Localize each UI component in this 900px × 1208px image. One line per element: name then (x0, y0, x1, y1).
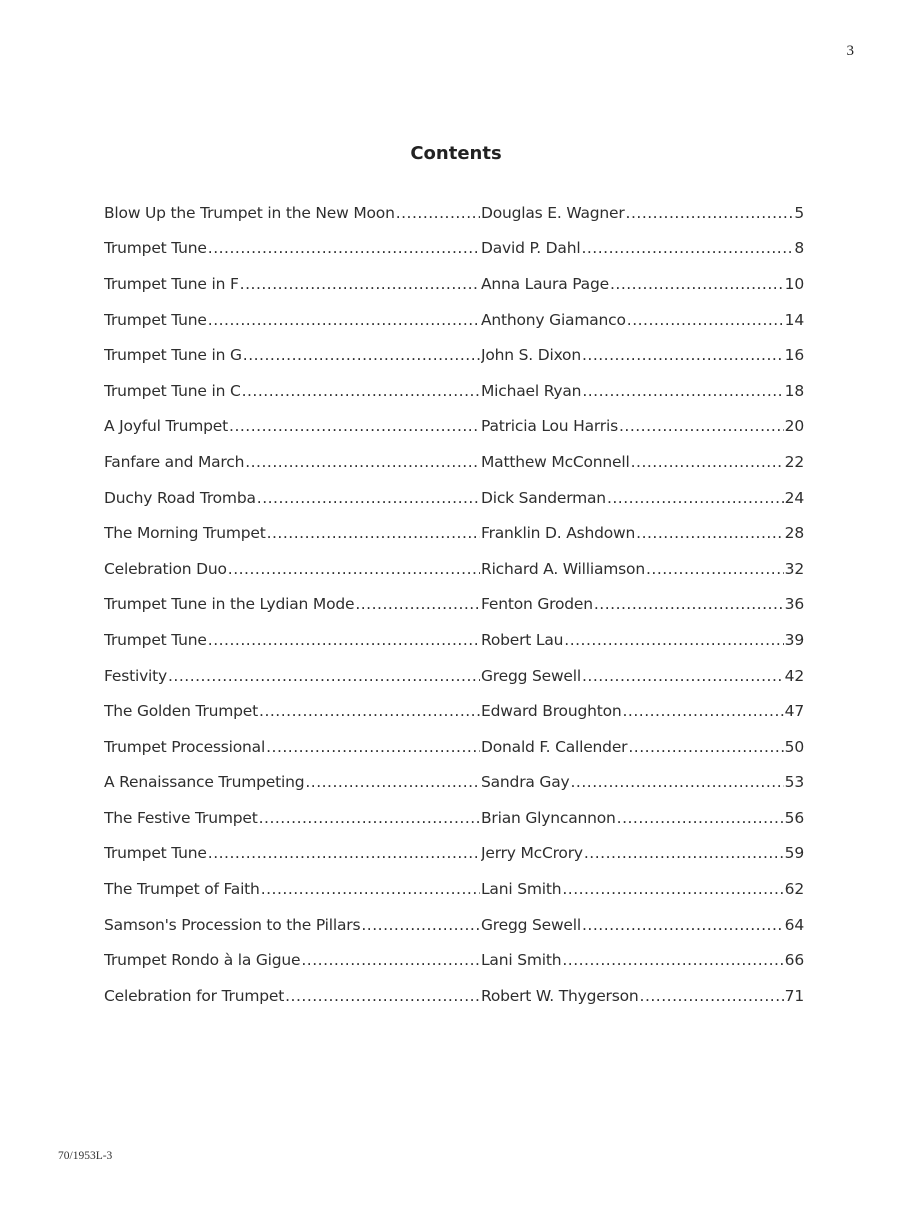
piece-title: The Festive Trumpet (104, 808, 258, 827)
dot-leader (168, 667, 480, 685)
piece-title: Duchy Road Tromba (104, 488, 256, 507)
piece-title: Blow Up the Trumpet in the New Moon (104, 203, 395, 222)
page-ref: 28 (784, 524, 804, 543)
toc-entry (104, 907, 804, 943)
piece-title: Trumpet Rondo à la Gigue (104, 951, 301, 970)
dot-leader (259, 702, 480, 720)
toc-entry (104, 622, 804, 658)
page-ref: 66 (784, 951, 804, 970)
composer-name: Fenton Groden (481, 595, 593, 614)
page-ref: 22 (784, 452, 804, 471)
toc-entry (104, 587, 804, 623)
composer-name: Patricia Lou Harris (481, 417, 618, 436)
dot-leader (623, 702, 784, 720)
composer-name: Edward Broughton (481, 702, 622, 721)
page-ref: 47 (784, 702, 804, 721)
composer-name: Richard A. Williamson (481, 559, 645, 578)
toc-entry (104, 515, 804, 551)
toc-entry (104, 765, 804, 801)
page-ref: 8 (794, 239, 804, 258)
piece-title: The Golden Trumpet (104, 702, 259, 721)
page-ref: 16 (784, 346, 804, 365)
piece-title: Trumpet Tune in G (104, 346, 242, 365)
dot-leader (228, 560, 480, 578)
toc-entry (104, 480, 804, 516)
piece-title: The Morning Trumpet (104, 524, 266, 543)
dot-leader (301, 951, 480, 969)
dot-leader (562, 880, 783, 898)
dot-leader (607, 489, 784, 507)
piece-title: Celebration for Trumpet (104, 986, 285, 1005)
composer-name: Gregg Sewell (481, 666, 581, 685)
dot-leader (610, 275, 784, 293)
composer-name: Lani Smith (481, 880, 562, 899)
dot-leader (245, 453, 480, 471)
dot-leader (208, 311, 480, 329)
toc-entry (104, 444, 804, 480)
dot-leader (562, 951, 783, 969)
dot-leader (636, 524, 784, 542)
toc-entry (104, 551, 804, 587)
composer-name: Sandra Gay (481, 773, 570, 792)
composer-name: Douglas E. Wagner (481, 203, 625, 222)
dot-leader (208, 239, 480, 257)
composer-name: David P. Dahl (481, 239, 581, 258)
composer-name: Lani Smith (481, 951, 562, 970)
page-ref: 10 (784, 274, 804, 293)
composer-name: Donald F. Callender (481, 737, 628, 756)
piece-title: Trumpet Tune (104, 310, 207, 329)
page-ref: 59 (784, 844, 804, 863)
composer-name: Brian Glyncannon (481, 808, 616, 827)
dot-leader (240, 275, 480, 293)
page-ref: 32 (784, 559, 804, 578)
page-ref: 64 (784, 915, 804, 934)
toc-entry (104, 871, 804, 907)
piece-title: Trumpet Tune (104, 630, 207, 649)
composer-name: John S. Dixon (481, 346, 581, 365)
composer-name: Anna Laura Page (481, 274, 609, 293)
piece-title: Celebration Duo (104, 559, 227, 578)
toc-entry (104, 337, 804, 373)
piece-title: Trumpet Tune in the Lydian Mode (104, 595, 355, 614)
page-ref: 5 (794, 203, 804, 222)
dot-leader (627, 311, 784, 329)
page-ref: 18 (784, 381, 804, 400)
page-ref: 56 (784, 808, 804, 827)
dot-leader (267, 524, 480, 542)
dot-leader (646, 560, 784, 578)
composer-name: Gregg Sewell (481, 915, 581, 934)
dot-leader (564, 631, 783, 649)
composer-name: Jerry McCrory (481, 844, 583, 863)
dot-leader (628, 738, 783, 756)
dot-leader (617, 809, 784, 827)
composer-name: Anthony Giamanco (481, 310, 626, 329)
dot-leader (229, 417, 480, 435)
page-ref: 14 (784, 310, 804, 329)
toc-entry (104, 729, 804, 765)
toc-entry (104, 266, 804, 302)
catalog-code: 70/1953L-3 (58, 1150, 113, 1162)
dot-leader (581, 239, 793, 257)
dot-leader (305, 773, 480, 791)
page-ref: 36 (784, 595, 804, 614)
page-title: Contents (410, 143, 502, 164)
toc-entry (104, 231, 804, 267)
piece-title: Festivity (104, 666, 167, 685)
toc-entry (104, 942, 804, 978)
toc-entry (104, 195, 804, 231)
dot-leader (619, 417, 784, 435)
dot-leader (640, 987, 784, 1005)
composer-name: Franklin D. Ashdown (481, 524, 636, 543)
dot-leader (582, 667, 784, 685)
page-ref: 39 (784, 630, 804, 649)
toc-entry (104, 836, 804, 872)
dot-leader (626, 204, 794, 222)
page-ref: 24 (784, 488, 804, 507)
page-ref: 71 (784, 986, 804, 1005)
dot-leader (261, 880, 480, 898)
piece-title: Samson's Procession to the Pillars (104, 915, 361, 934)
dot-leader (355, 595, 480, 613)
piece-title: A Joyful Trumpet (104, 417, 229, 436)
dot-leader (259, 809, 480, 827)
composer-name: Michael Ryan (481, 381, 582, 400)
page-ref: 62 (784, 880, 804, 899)
dot-leader (570, 773, 783, 791)
piece-title: Trumpet Tune (104, 239, 207, 258)
piece-title: Fanfare and March (104, 452, 245, 471)
composer-name: Robert Lau (481, 630, 564, 649)
dot-leader (242, 382, 480, 400)
dot-leader (257, 489, 480, 507)
toc-entry (104, 978, 804, 1014)
dot-leader (361, 916, 480, 934)
dot-leader (208, 844, 480, 862)
toc-entry (104, 800, 804, 836)
dot-leader (396, 204, 480, 222)
dot-leader (594, 595, 784, 613)
composer-name: Dick Sanderman (481, 488, 606, 507)
toc-entry (104, 693, 804, 729)
page-ref: 50 (784, 737, 804, 756)
page-ref: 53 (784, 773, 804, 792)
piece-title: Trumpet Tune in F (104, 274, 239, 293)
piece-title: The Trumpet of Faith (104, 880, 260, 899)
toc-entry (104, 409, 804, 445)
piece-title: Trumpet Processional (104, 737, 266, 756)
piece-title: Trumpet Tune (104, 844, 207, 863)
dot-leader (584, 844, 784, 862)
piece-title: Trumpet Tune in C (104, 381, 241, 400)
page-ref: 42 (784, 666, 804, 685)
piece-title: A Renaissance Trumpeting (104, 773, 305, 792)
toc-entry (104, 302, 804, 338)
composer-name: Robert W. Thygerson (481, 986, 639, 1005)
composer-name: Matthew McConnell (481, 452, 630, 471)
toc-entry (104, 373, 804, 409)
dot-leader (243, 346, 480, 364)
dot-leader (631, 453, 784, 471)
dot-leader (208, 631, 480, 649)
dot-leader (266, 738, 480, 756)
dot-leader (582, 916, 784, 934)
dot-leader (285, 987, 480, 1005)
page-ref: 20 (784, 417, 804, 436)
page-number: 3 (846, 43, 854, 59)
dot-leader (582, 382, 783, 400)
toc-entry (104, 658, 804, 694)
dot-leader (582, 346, 784, 364)
table-of-contents (104, 195, 804, 1014)
